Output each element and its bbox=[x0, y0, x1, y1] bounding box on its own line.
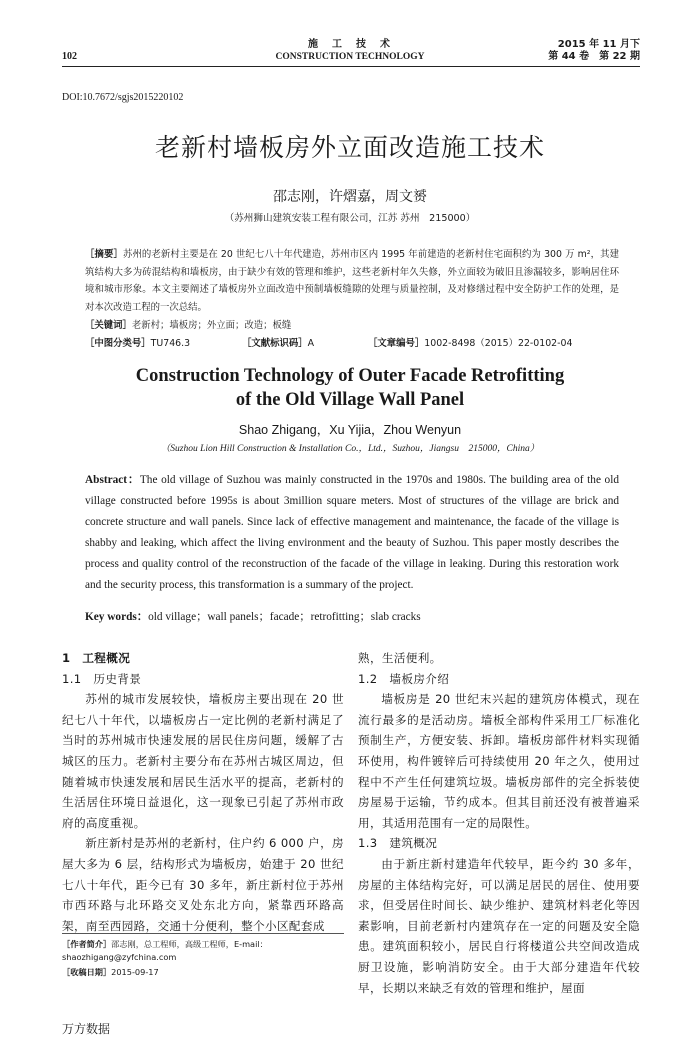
footnote-rule bbox=[62, 933, 344, 934]
affiliation-cn: （苏州狮山建筑安装工程有限公司，江苏 苏州 215000） bbox=[224, 213, 476, 224]
keywords-cn-text: 老新村；墙板房；外立面；改造；板缝 bbox=[131, 320, 292, 331]
left-column bbox=[62, 648, 344, 936]
journal-title-en: CONSTRUCTION TECHNOLOGY bbox=[275, 52, 425, 62]
right-column bbox=[358, 648, 640, 998]
section-1-3-heading: 1.3 建筑概况 bbox=[358, 836, 438, 851]
title-en-line2: of the Old Village Wall Panel bbox=[235, 390, 465, 410]
article-value: 1002-8498（2015）22-0102-04 bbox=[424, 338, 573, 349]
title-cn: 老新村墙板房外立面改造施工技术 bbox=[154, 133, 545, 162]
clc-value: TU746.3 bbox=[150, 338, 191, 349]
abstract-en bbox=[85, 470, 619, 596]
keywords-en-label: Key words： bbox=[85, 611, 149, 623]
classification-doc bbox=[242, 335, 314, 353]
doc-label: ［文献标识码］ bbox=[242, 338, 308, 349]
paragraph-4: 由于新庄新村建造年代较早，距今约 30 多年，房屋的主体结构完好，可以满足居民的居住、使用要求，但受居住时间长、缺少维护、建筑材料老化等因素影响，目前老新村内建筑存在一定的问题及安全隐患。建筑面积较小，居民自行将楼道公共空间改造成厨卫设施，影响消防安全。由于大部分建造年代较早，长期以来缺乏有效的管理和维护，屋面 bbox=[358, 856, 640, 995]
paragraph-2: 新庄新村是苏州的老新村，住户约 6 000 户，房屋大多为 6 层，结构形式为墙板房，始建于 20 世纪七八十年代，距今已有 30 多年，新庄新村位于苏州市西环路与北环路交叉处东北方向，紧靠西环路高架，南至西园路，交通十分便利，整个小区配套成 bbox=[62, 836, 344, 933]
abstract-cn bbox=[85, 246, 619, 316]
volume-issue: 第 44 卷 第 22 期 bbox=[548, 51, 640, 62]
abstract-en-text: The old village of Suzhou was mainly constructed in the 1970s and 1980s. The building area of the old village constructed before 1995s is about 3million square meters. Most of structures of the village are brick and concrete structure and wall panels. Since lack of effective management and maintenance, the facade of the village is shabby and leaking, which affect the living environment and the beauty of Suzhou. This paper mostly describes the process and quality control of the reconstruction of the facade of the village in leaking. During this restoration work and the security process, this transformation is a summary of the project. bbox=[85, 474, 619, 591]
page-number: 102 bbox=[62, 51, 77, 62]
paragraph-3: 墙板房是 20 世纪末兴起的建筑房体模式，现在流行最多的是活动房。墙板全部构件采用工厂标准化预制生产，方便安装、拆卸。墙板房部件材料实现循环使用，构件镀锌后可持续使用 20 年之久，使用过程中不产生任何建筑垃圾。墙板房部件的完全拆装使房屋易于运输，节约成本。但其目前还没有被普遍采用，其适用范围有一定的局限性。 bbox=[358, 692, 640, 830]
affiliation-en: （Suzhou Lion Hill Construction & Installation Co.，Ltd.，Suzhou，Jiangsu 215000，China） bbox=[160, 444, 540, 454]
classification-clc bbox=[85, 335, 190, 353]
footnote-received-label: ［收稿日期］ bbox=[62, 967, 112, 977]
paragraph-2-continued: 熟，生活便利。 bbox=[358, 651, 442, 665]
article-label: ［文章编号］ bbox=[368, 338, 425, 349]
footnote-author-text: 邵志刚，总工程师，高级工程师，E-mail：shaozhigang@zyfchina.com bbox=[62, 939, 268, 962]
keywords-cn bbox=[85, 317, 619, 335]
footnote-author-label: ［作者简介］ bbox=[62, 939, 112, 949]
doi: DOI:10.7672/sgjs2015220102 bbox=[62, 92, 184, 103]
abstract-cn-text: 苏州的老新村主要是在 20 世纪七八十年代建造，苏州市区内 1995 年前建造的老新村住宅面积约为 300 万 m²，其建筑结构大多为砖混结构和墙板房，由于缺少有效的管理和维护，这些老新村年久失修，外立面较为破旧且渗漏较多，影响居住环境和城市形象。本文主要阐述了墙板房外立面改造中预制墙板缝隙的处理与质量控制，及对修缮过程中安全防护工作的处理，是对本次改造工程的一次总结。 bbox=[85, 249, 619, 313]
clc-label: ［中图分类号］ bbox=[85, 338, 151, 349]
footnote-received bbox=[62, 966, 344, 979]
section-1-1-heading: 1.1 历史背景 bbox=[62, 671, 142, 686]
title-en-line1: Construction Technology of Outer Facade Retrofitting bbox=[135, 366, 565, 386]
keywords-cn-label: ［关键词］ bbox=[85, 320, 132, 331]
footnote-received-text: 2015-09-17 bbox=[111, 967, 159, 977]
authors-en: Shao Zhigang，Xu Yijia，Zhou Wenyun bbox=[238, 423, 462, 437]
issue-date: 2015 年 11 月下 bbox=[557, 39, 640, 50]
abstract-en-label: Abstract： bbox=[85, 474, 140, 486]
header-rule bbox=[62, 66, 640, 67]
journal-title-cn: 施 工 技 术 bbox=[308, 39, 392, 50]
keywords-en bbox=[85, 607, 619, 628]
section-1-2-heading: 1.2 墙板房介绍 bbox=[358, 671, 450, 686]
section-1-heading: 1 工程概况 bbox=[62, 651, 131, 665]
doc-value: A bbox=[307, 338, 315, 349]
keywords-en-text: old village；wall panels；facade；retrofitting；slab cracks bbox=[148, 611, 421, 623]
watermark: 万方数据 bbox=[62, 1022, 111, 1036]
classification-article bbox=[368, 335, 572, 353]
footnote-author bbox=[62, 938, 344, 964]
abstract-cn-label: ［摘要］ bbox=[85, 249, 123, 260]
authors-cn: 邵志刚，许熠嘉，周文赟 bbox=[273, 189, 427, 205]
paragraph-1: 苏州的城市发展较快，墙板房主要出现在 20 世纪七八十年代，以墙板房占一定比例的老新村满足了当时的苏州城市快速发展的居民住房问题，缓解了古城区的压力。老新村主要分布在苏州古城区周边，但随着城市快速发展和居民生活水平的提高，老新村的生活居住环境日益退化，这一现象已引起了苏州市政府的高度重视。 bbox=[62, 692, 344, 830]
